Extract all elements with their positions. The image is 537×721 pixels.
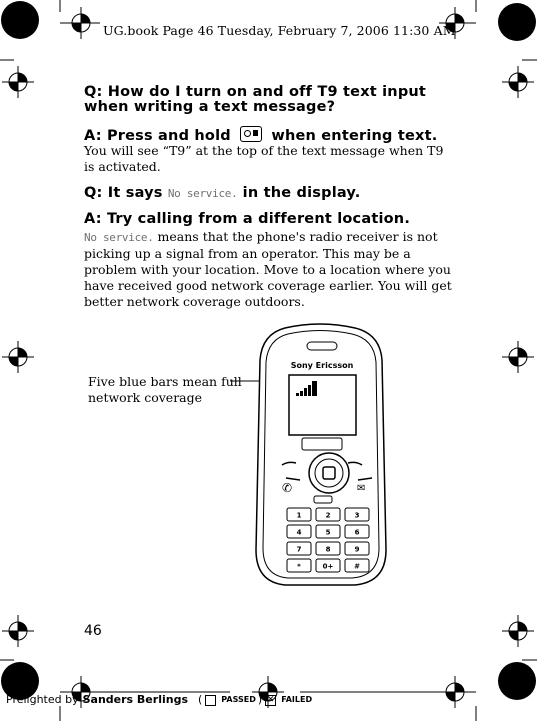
keypad-key-label: 5: [325, 528, 331, 537]
keypad-key-label: 7: [296, 545, 302, 554]
keypad-key-label: *: [297, 562, 301, 571]
signal-bar-1: [296, 393, 299, 396]
phone-brand-text: Sony Ericsson: [290, 361, 354, 370]
keypad-key-label: 4: [296, 528, 302, 537]
faq-answer-t9: [84, 126, 437, 144]
keypad-key-label: 6: [354, 528, 360, 537]
no-service-display-text: No service.: [167, 187, 238, 200]
faq-question-t9: Q: How do I turn on and off T9 text input when writing a text message?: [84, 84, 427, 115]
corner-dot-bottom-right: [498, 662, 536, 700]
failed-checkbox: ✕: [266, 695, 275, 705]
footer-paren-open: (: [198, 693, 203, 706]
faq-body-t9: You will see “T9” at the top of the text message when T9 is activated.: [84, 143, 444, 174]
passed-checkbox: [205, 695, 216, 706]
prelight-prefix: Prelighted by: [6, 693, 79, 706]
faq-question-no-service: [84, 186, 360, 201]
faq-question-no-service-part2: in the display.: [242, 185, 361, 201]
keypad-key-label: 3: [354, 511, 360, 520]
svg-text:✆: ✆: [282, 481, 293, 495]
faq-body-no-service: [84, 229, 456, 310]
footer-paren-close: ): [257, 693, 263, 706]
keypad-key-label: 1: [296, 511, 302, 520]
svg-text:✉: ✉: [357, 483, 366, 494]
keypad-key-label: #: [354, 562, 360, 571]
faq-answer-t9-part2: when entering text.: [271, 128, 438, 144]
faq-question-no-service-part1: Q: It says: [84, 185, 163, 201]
faq-answer-t9-part1: A: Press and hold: [84, 128, 231, 144]
phone-illustration: [230, 320, 400, 590]
signal-bar-5: [312, 381, 317, 396]
keypad-key-label: 9: [354, 545, 360, 554]
failed-label: FAILED: [281, 695, 313, 704]
signal-bar-3: [304, 388, 307, 396]
no-service-inline-text: No service.: [84, 231, 154, 244]
signal-bar-4: [308, 385, 311, 396]
corner-dot-top-right: [498, 3, 536, 41]
prelight-footer: [6, 693, 314, 706]
signal-bar-2: [300, 391, 303, 396]
passed-label: PASSED: [221, 695, 256, 704]
corner-dot-top-left: [1, 1, 39, 39]
print-header: UG.book Page 46 Tuesday, February 7, 2006 11:30 AM: [103, 23, 456, 38]
keypad-key-label: 8: [325, 545, 331, 554]
page-number: 46: [84, 623, 102, 639]
signal-callout-text: Five blue bars mean full network coverage: [88, 374, 242, 405]
keypad-key-label: 0+: [322, 562, 334, 571]
faq-body-no-service-text: means that the phone's radio receiver is not picking up a signal from an operator. This may be a problem with your location. Move to a location where you have received good network coverage earlier. You will get better network coverage outdoors.: [84, 229, 452, 309]
faq-answer-no-service: A: Try calling from a different location.: [84, 211, 411, 227]
prelight-brand: Sanders Berlings: [82, 693, 188, 706]
keypad-key-label: 2: [325, 511, 331, 520]
star-a-shift-key-icon: [240, 126, 262, 142]
